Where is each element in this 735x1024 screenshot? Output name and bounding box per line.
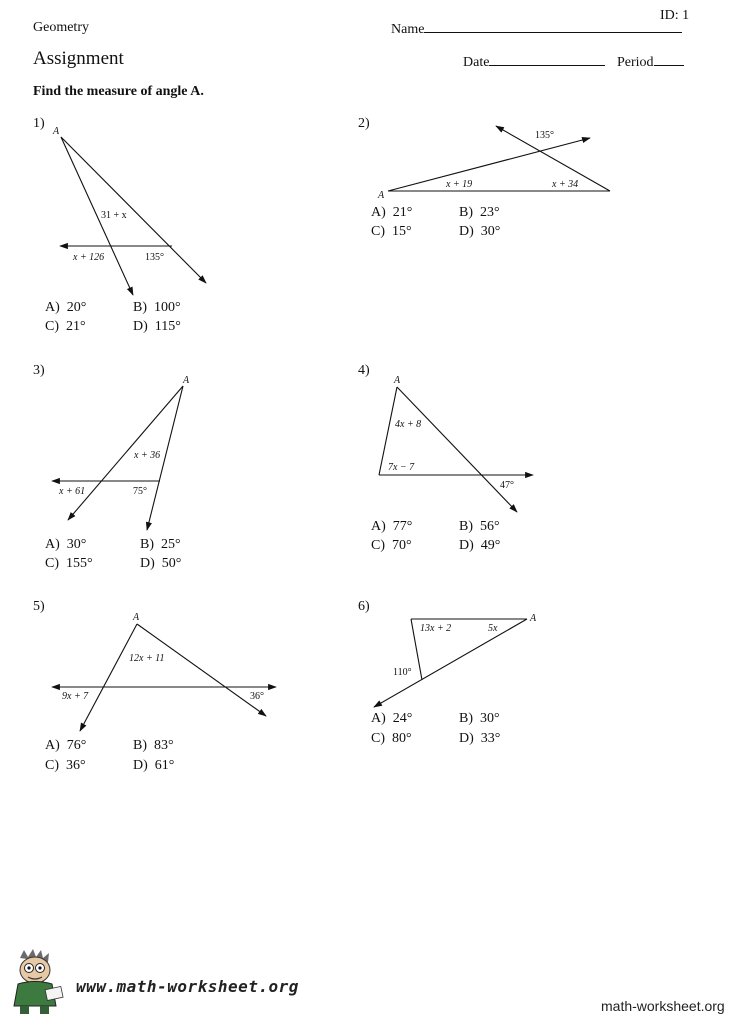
date-label: Date bbox=[463, 55, 490, 70]
problem-5-interior-label: 12x + 11 bbox=[129, 653, 165, 664]
problem-2-choice-c[interactable] bbox=[371, 224, 412, 240]
choice-key: A) bbox=[371, 711, 386, 726]
problem-2-number: 2) bbox=[358, 116, 370, 131]
choice-key: D) bbox=[459, 224, 474, 239]
choice-value: 61° bbox=[154, 758, 175, 773]
choice-key: C) bbox=[371, 224, 385, 239]
choice-key: C) bbox=[45, 758, 59, 773]
choice-key: C) bbox=[371, 731, 385, 746]
period-label: Period bbox=[617, 55, 654, 70]
choice-value: 50° bbox=[161, 556, 182, 571]
worksheet-id: ID: 1 bbox=[660, 8, 690, 23]
problem-1-number: 1) bbox=[33, 116, 45, 131]
choice-key: A) bbox=[45, 738, 60, 753]
problem-1-vertex-label: A bbox=[53, 126, 60, 137]
problem-1-choice-d[interactable] bbox=[133, 319, 181, 335]
problem-5-number: 5) bbox=[33, 599, 45, 614]
problem-1-left-label: x + 126 bbox=[73, 252, 105, 263]
problem-2-choice-d[interactable] bbox=[459, 224, 500, 240]
problem-3-number: 3) bbox=[33, 363, 45, 378]
problem-1-interior-label: 31 + x bbox=[101, 210, 127, 221]
name-label: Name bbox=[391, 22, 425, 37]
problem-6-vertex-label: A bbox=[530, 613, 537, 624]
problem-4-left-label: 7x − 7 bbox=[388, 462, 415, 473]
page-title: Assignment bbox=[33, 48, 124, 69]
problem-2-left-label: x + 19 bbox=[446, 179, 473, 190]
mascot-icon bbox=[6, 948, 68, 1016]
choice-value: 30° bbox=[480, 224, 501, 239]
choice-value: 83° bbox=[154, 738, 174, 753]
choice-value: 80° bbox=[392, 731, 412, 746]
problem-4-vertex-label: A bbox=[394, 375, 401, 386]
choice-key: B) bbox=[140, 537, 154, 552]
problem-6-choice-a[interactable] bbox=[371, 711, 412, 727]
choice-value: 115° bbox=[154, 319, 181, 334]
choice-value: 30° bbox=[66, 537, 87, 552]
problem-6-left-label: 110° bbox=[393, 667, 412, 678]
choice-value: 23° bbox=[480, 205, 500, 220]
choice-value: 77° bbox=[392, 519, 413, 534]
problem-6-choice-d[interactable] bbox=[459, 731, 500, 747]
problem-4-ray-b bbox=[397, 387, 517, 512]
problem-5-left-label: 9x + 7 bbox=[62, 691, 89, 702]
problem-3-choice-a[interactable] bbox=[45, 537, 86, 553]
problem-3-vertex-label: A bbox=[183, 375, 190, 386]
choice-value: 20° bbox=[66, 300, 87, 315]
problem-4-right-label: 47° bbox=[500, 480, 514, 491]
choice-key: B) bbox=[459, 519, 473, 534]
subject-label: Geometry bbox=[33, 20, 89, 35]
choice-value: 21° bbox=[66, 319, 86, 334]
problem-3-left-label: x + 61 bbox=[59, 486, 86, 497]
problem-6-top-left-label: 13x + 2 bbox=[420, 623, 452, 634]
problem-3-interior-label: x + 36 bbox=[134, 450, 161, 461]
problem-3-choice-c[interactable] bbox=[45, 556, 93, 572]
problem-1-choice-a[interactable] bbox=[45, 300, 86, 316]
choice-key: A) bbox=[371, 205, 386, 220]
problem-5-choice-a[interactable] bbox=[45, 738, 86, 754]
instructions: Find the measure of angle A. bbox=[33, 84, 204, 99]
problem-6-top-right-label: 5x bbox=[488, 623, 498, 634]
problem-4-choice-c[interactable] bbox=[371, 538, 412, 554]
problem-4-choice-d[interactable] bbox=[459, 538, 500, 554]
footer-site: math-worksheet.org bbox=[601, 998, 725, 1014]
choice-key: C) bbox=[45, 319, 59, 334]
choice-value: 21° bbox=[392, 205, 413, 220]
choice-value: 33° bbox=[480, 731, 501, 746]
problem-4-lines bbox=[379, 387, 533, 512]
problem-5-choice-d[interactable] bbox=[133, 758, 174, 774]
problem-5-vertex-label: A bbox=[133, 612, 140, 623]
problem-2-top-label: 135° bbox=[535, 130, 554, 141]
choice-value: 25° bbox=[161, 537, 181, 552]
problem-1-lines bbox=[60, 137, 206, 295]
choice-key: C) bbox=[45, 556, 59, 571]
problem-5-ray-b bbox=[137, 624, 266, 716]
choice-key: A) bbox=[45, 537, 60, 552]
problem-2-vertex-label: A bbox=[378, 190, 385, 201]
choice-value: 56° bbox=[480, 519, 500, 534]
choice-key: D) bbox=[133, 758, 148, 773]
problem-1-choice-b[interactable] bbox=[133, 300, 181, 316]
problem-5-choice-c[interactable] bbox=[45, 758, 86, 774]
problem-3-right-label: 75° bbox=[133, 486, 147, 497]
logo-url-text: www.math-worksheet.org bbox=[76, 977, 299, 996]
problem-4-number: 4) bbox=[358, 363, 370, 378]
choice-value: 100° bbox=[154, 300, 181, 315]
problem-3-choice-b[interactable] bbox=[140, 537, 181, 553]
choice-value: 15° bbox=[392, 224, 412, 239]
problem-6-number: 6) bbox=[358, 599, 370, 614]
problem-1-choice-c[interactable] bbox=[45, 319, 86, 335]
problem-1-right-label: 135° bbox=[145, 252, 164, 263]
choice-key: D) bbox=[140, 556, 155, 571]
choice-value: 155° bbox=[66, 556, 93, 571]
choice-value: 70° bbox=[392, 538, 412, 553]
problem-2-right-label: x + 34 bbox=[552, 179, 579, 190]
problem-4-choice-b[interactable] bbox=[459, 519, 500, 535]
choice-key: A) bbox=[371, 519, 386, 534]
problem-3-lines bbox=[52, 386, 183, 530]
choice-value: 24° bbox=[392, 711, 413, 726]
problem-6-choice-c[interactable] bbox=[371, 731, 412, 747]
problem-3-choice-d[interactable] bbox=[140, 556, 181, 572]
problem-2-choice-a[interactable] bbox=[371, 205, 412, 221]
choice-value: 36° bbox=[66, 758, 86, 773]
problem-5-ray-a bbox=[80, 624, 137, 731]
problem-5-right-label: 36° bbox=[250, 691, 264, 702]
problem-5-lines bbox=[52, 624, 276, 731]
choice-key: B) bbox=[459, 205, 473, 220]
problem-6-choice-b[interactable] bbox=[459, 711, 500, 727]
problem-5-choice-b[interactable] bbox=[133, 738, 174, 754]
choice-key: C) bbox=[371, 538, 385, 553]
choice-key: A) bbox=[45, 300, 60, 315]
choice-key: D) bbox=[459, 731, 474, 746]
choice-key: B) bbox=[133, 738, 147, 753]
choice-value: 30° bbox=[480, 711, 500, 726]
choice-value: 76° bbox=[66, 738, 87, 753]
problem-4-interior-label: 4x + 8 bbox=[395, 419, 422, 430]
problem-4-choice-a[interactable] bbox=[371, 519, 412, 535]
choice-value: 49° bbox=[480, 538, 501, 553]
choice-key: B) bbox=[133, 300, 147, 315]
choice-key: D) bbox=[459, 538, 474, 553]
choice-key: D) bbox=[133, 319, 148, 334]
problem-2-choice-b[interactable] bbox=[459, 205, 500, 221]
choice-key: B) bbox=[459, 711, 473, 726]
